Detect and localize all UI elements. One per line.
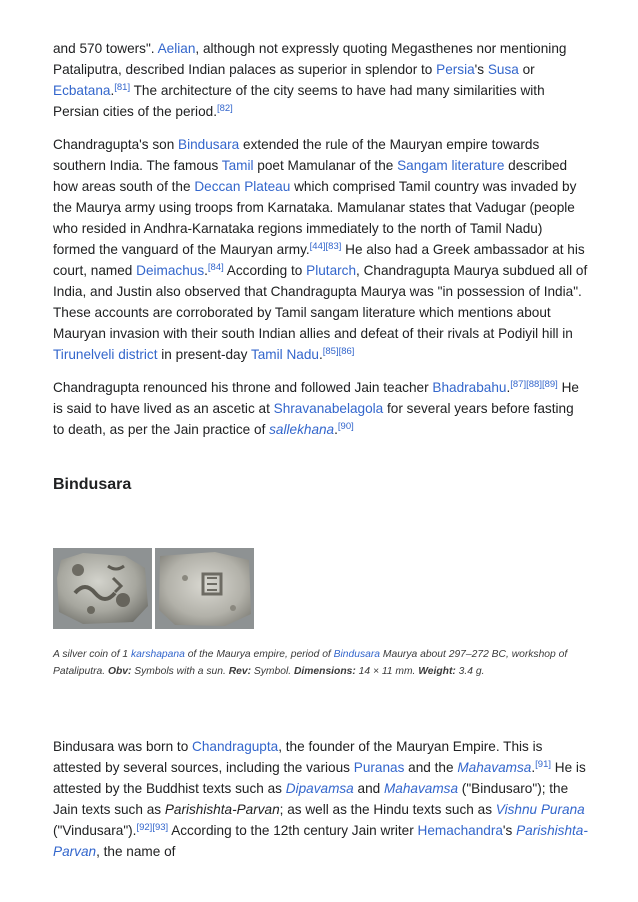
- link-mahavamsa-2[interactable]: Mahavamsa: [383, 781, 459, 796]
- text: Symbol.: [251, 666, 294, 677]
- coin-reverse-image: [155, 548, 254, 629]
- text: According to: [223, 263, 307, 278]
- paragraph-bindusara-birth: [53, 736, 588, 862]
- image-caption: [53, 646, 593, 680]
- link-tirunelveli-district[interactable]: Tirunelveli district: [53, 347, 158, 362]
- text: He is attested by the Buddhist texts such as: [53, 760, 586, 796]
- text: which comprised Tamil country was invaded by the Maurya army using troops from Karnataka. Mamulanar states that Vadugar (people who resided in Andhra-Karnataka regions immediately to the north of Tamil Nadu) formed the vanguard of the Mauryan army.: [53, 179, 577, 257]
- citation-44[interactable]: [44]: [309, 241, 326, 252]
- text: and: [353, 781, 384, 796]
- link-sallekhana[interactable]: sallekhana: [269, 422, 335, 437]
- citation-81[interactable]: [81]: [114, 82, 131, 93]
- link-bhadrabahu[interactable]: Bhadrabahu: [432, 380, 507, 395]
- link-tamil-nadu[interactable]: Tamil Nadu: [250, 347, 319, 362]
- text: 14 × 11 mm.: [355, 666, 419, 677]
- link-deimachus[interactable]: Deimachus: [136, 263, 205, 278]
- text: .: [318, 347, 323, 362]
- link-parishishta-parvan[interactable]: Parishishta-Parvan: [53, 823, 588, 859]
- link-ecbatana[interactable]: Ecbatana: [53, 83, 111, 98]
- link-susa[interactable]: Susa: [487, 62, 519, 77]
- text: Symbols with a sun.: [131, 666, 229, 677]
- text: , the name of: [96, 844, 176, 859]
- text-italic: Parishishta-Parvan: [164, 802, 280, 817]
- citation-89[interactable]: [89]: [541, 379, 558, 390]
- link-chandragupta[interactable]: Chandragupta: [192, 739, 279, 754]
- paragraph-southern-expansion: [53, 134, 588, 365]
- text: or: [518, 62, 535, 77]
- text: Maurya about 297–272 BC, workshop of Pataliputra.: [53, 649, 568, 677]
- text: .: [334, 422, 338, 437]
- link-puranas[interactable]: Puranas: [353, 760, 405, 775]
- link-sangam-literature[interactable]: Sangam literature: [397, 158, 505, 173]
- section-heading-bindusara: Bindusara: [53, 476, 132, 493]
- text: He also had a Greek ambassador at his court, named: [53, 242, 585, 278]
- text: and 570 towers".: [53, 41, 158, 56]
- citation-91[interactable]: [91]: [535, 759, 551, 770]
- citation-83[interactable]: [83]: [325, 241, 342, 252]
- text: , although not expressly quoting Megasthenes nor mentioning Pataliputra, described Indian palaces as superior in splendor to: [53, 41, 567, 77]
- text: in present-day: [157, 347, 251, 362]
- paragraph-renunciation: [53, 377, 588, 440]
- link-plutarch[interactable]: Plutarch: [306, 263, 357, 278]
- link-mahavamsa[interactable]: Mahavamsa: [457, 760, 532, 775]
- paragraph-pataliputra: [53, 38, 588, 122]
- link-bindusara-caption[interactable]: Bindusara: [333, 649, 381, 660]
- link-vishnu-purana[interactable]: Vishnu Purana: [495, 802, 585, 817]
- text: Chandragupta's son: [53, 137, 179, 152]
- text: 3.4 g.: [455, 666, 485, 677]
- text: Bindusara was born to: [53, 739, 193, 754]
- text: 's: [474, 62, 488, 77]
- caption-label-weight: Weight:: [418, 666, 456, 677]
- link-karshapana[interactable]: karshapana: [131, 649, 185, 660]
- text: and the: [404, 760, 458, 775]
- link-shravanabelagola[interactable]: Shravanabelagola: [273, 401, 384, 416]
- text: ; as well as the Hindu texts such as: [279, 802, 496, 817]
- coin-image[interactable]: [53, 548, 255, 629]
- text: .: [506, 380, 511, 395]
- text: ("Bindusaro"); the Jain texts such as: [53, 781, 569, 817]
- link-bindusara[interactable]: Bindusara: [178, 137, 240, 152]
- text: Chandragupta renounced his throne and followed Jain teacher: [53, 380, 433, 395]
- text: .: [531, 760, 536, 775]
- text: .: [204, 263, 208, 278]
- text: , Chandragupta Maurya subdued all of India, and Justin also observed that Chandragupta Maurya was "in possession of India". These accounts are corroborated by Tamil sangam literature which mentions about Mauryan invasion with their south Indian allies and defeat of their rivals at Podiyil hill in: [53, 263, 588, 341]
- citation-84[interactable]: [84]: [207, 262, 224, 273]
- caption-label-obverse: Obv:: [107, 666, 132, 677]
- text: described how areas south of the: [53, 158, 568, 194]
- link-deccan-plateau[interactable]: Deccan Plateau: [194, 179, 291, 194]
- citation-85[interactable]: [85]: [322, 346, 339, 357]
- citation-90[interactable]: [90]: [337, 421, 354, 432]
- citation-92[interactable]: [92]: [136, 822, 153, 833]
- text: extended the rule of the Mauryan empire towards southern India. The famous: [53, 137, 540, 173]
- citation-87[interactable]: [87]: [510, 379, 527, 390]
- citation-82[interactable]: [82]: [216, 103, 233, 114]
- text: 's: [502, 823, 517, 838]
- text: The architecture of the city seems to have had many similarities with Persian cities of the period.: [53, 83, 545, 119]
- coin-obverse-image: [53, 548, 152, 629]
- text: ("Vindusara").: [53, 823, 137, 838]
- article-body: [53, 38, 588, 862]
- caption-label-reverse: Rev:: [228, 666, 252, 677]
- link-hemachandra[interactable]: Hemachandra: [417, 823, 503, 838]
- text: poet Mamulanar of the: [253, 158, 398, 173]
- text: He is said to have lived as an ascetic at: [53, 380, 579, 416]
- text: of the Maurya empire, period of: [184, 649, 334, 660]
- text: .: [110, 83, 115, 98]
- caption-label-dimensions: Dimensions:: [293, 666, 356, 677]
- link-tamil[interactable]: Tamil: [221, 158, 254, 173]
- text: According to the 12th century Jain writer: [168, 823, 418, 838]
- text: , the founder of the Mauryan Empire. This is attested by several sources, including the various: [53, 739, 543, 775]
- citation-86[interactable]: [86]: [338, 346, 355, 357]
- link-persia[interactable]: Persia: [436, 62, 475, 77]
- link-aelian[interactable]: Aelian: [157, 41, 196, 56]
- text: for several years before fasting to death, as per the Jain practice of: [53, 401, 574, 437]
- link-dipavamsa[interactable]: Dipavamsa: [285, 781, 354, 796]
- citation-93[interactable]: [93]: [152, 822, 169, 833]
- text: A silver coin of 1: [53, 649, 132, 660]
- citation-88[interactable]: [88]: [526, 379, 542, 390]
